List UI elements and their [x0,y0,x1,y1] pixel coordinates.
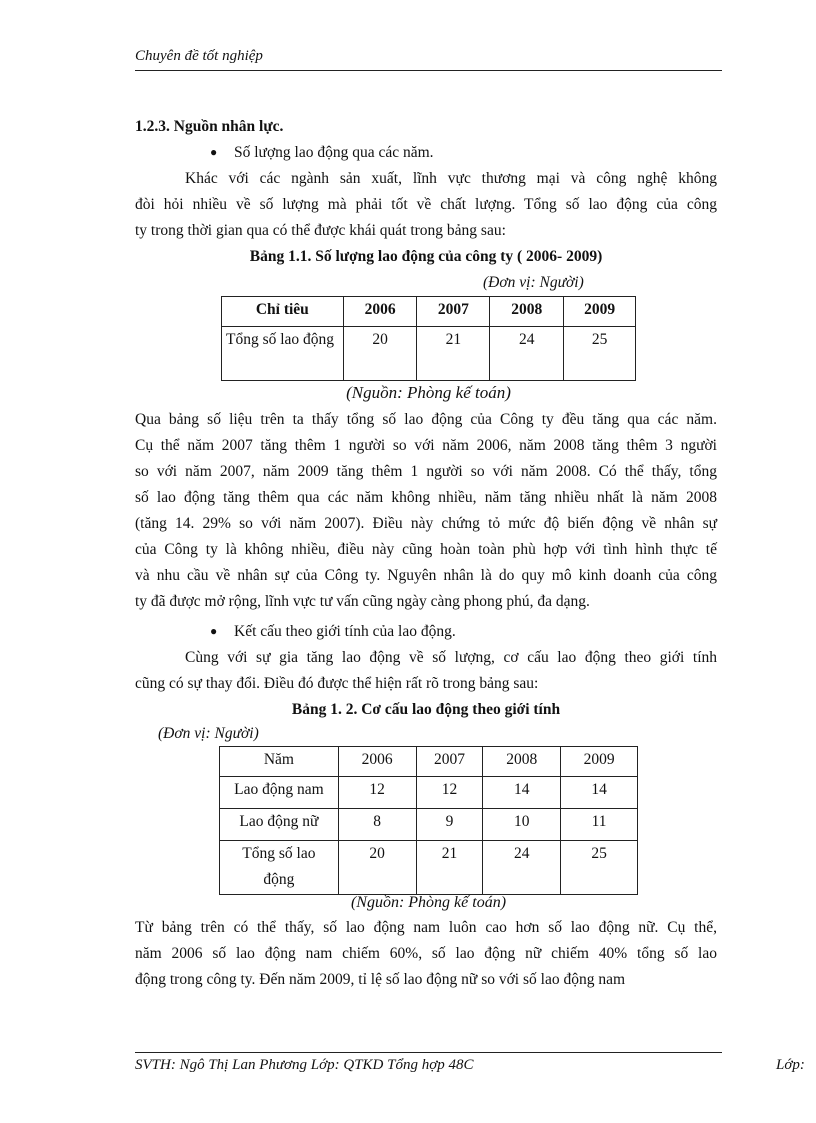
para4-line: năm 2006 số lao động nam chiếm 60%, số lao động nữ chiếm 40% tổng số lao [135,945,717,962]
table2-row-label: Tổng số lao động [220,841,339,895]
bullet-icon: ● [210,624,218,638]
table2-cell: 25 [561,841,638,895]
table2-row-label: Lao động nam [220,777,339,809]
footer-author: SVTH: Ngô Thị Lan Phương Lớp: QTKD Tổng hợp 48C [135,1057,474,1073]
para4-line: động trong công ty. Đến năm 2009, tỉ lệ số lao động nữ so với số lao động nam [135,971,626,988]
table1-cell: 25 [564,327,636,381]
table-row [220,777,638,809]
table1-header-cell: 2007 [417,297,490,327]
table2-cell: 14 [483,777,561,809]
table1-header-cell: 2006 [343,297,417,327]
table2-cell: 14 [561,777,638,809]
table2 [219,746,638,895]
table2-header-cell: Năm [220,747,339,777]
table1-cell: 24 [490,327,564,381]
table2-cell: 24 [483,841,561,895]
table1-source: (Nguồn: Phòng kế toán) [346,383,511,402]
table1 [221,296,636,381]
table-row [220,809,638,841]
table2-cell: 12 [338,777,416,809]
para2-line: của Công ty là không nhiều, điều này cũng hoàn toàn phù hợp với tình hình thực tế [135,541,717,558]
bullet-item-2: Kết cấu theo giới tính của lao động. [234,623,456,640]
table2-header-cell: 2009 [561,747,638,777]
table2-cell: 20 [338,841,416,895]
table2-cell: 11 [561,809,638,841]
table2-unit: (Đơn vị: Người) [158,725,259,742]
para1-line-3: ty trong thời gian qua có thể được khái quát trong bảng sau: [135,222,506,239]
table2-source: (Nguồn: Phòng kế toán) [350,894,507,911]
table-row [220,841,638,895]
para4-line: Từ bảng trên có thể thấy, số lao động nam luôn cao hơn số lao động nữ. Cụ thể, [135,919,717,936]
table2-caption: Bảng 1. 2. Cơ cấu lao động theo giới tính [291,701,561,718]
para2-line: so với năm 2007, năm 2009 tăng thêm 1 người so với năm 2008. Có thể thấy, tổng [135,463,717,480]
para1-line-2: đòi hỏi nhiều về số lượng mà phải tốt về chất lượng. Tổng số lao động của công [135,196,717,213]
page-header-title: Chuyên đề tốt nghiệp [135,48,263,64]
table2-cell: 8 [338,809,416,841]
para2-line: và nhu cầu về nhân sự của Công ty. Nguyên nhân là do quy mô kinh doanh của công [135,567,717,584]
table1-unit: (Đơn vị: Người) [483,274,584,291]
table1-row-label: Tổng số lao động [222,327,344,381]
table2-cell: 9 [416,809,483,841]
para3-line-1: Cùng với sự gia tăng lao động về số lượng, cơ cấu lao động theo giới tính [185,649,717,666]
table1-cell: 20 [343,327,417,381]
footer-class-label: Lớp: [776,1057,805,1073]
table1-header-cell: 2009 [564,297,636,327]
table1-cell: 21 [417,327,490,381]
footer-divider [135,1052,722,1053]
table2-row-label: Lao động nữ [220,809,339,841]
para2-line: (tăng 14. 29% so với năm 2007). Điều này chứng tỏ mức độ biến động về nhân sự [135,515,717,532]
para3-line-2: cũng có sự thay đổi. Điều đó được thể hiện rất rõ trong bảng sau: [135,675,539,692]
para2-line: Qua bảng số liệu trên ta thấy tổng số lao động của Công ty đều tăng qua các năm. [135,411,717,428]
para4 [135,915,717,993]
table2-header-cell: 2006 [338,747,416,777]
section-heading: 1.2.3. Nguồn nhân lực. [135,118,284,135]
table2-header-cell: 2007 [416,747,483,777]
para2-line: ty đã được mở rộng, lĩnh vực tư vấn cũng ngày càng phong phú, đa dạng. [135,593,590,610]
table1-caption: Bảng 1.1. Số lượng lao động của công ty ( 2006- 2009) [249,248,603,265]
table2-cell: 12 [416,777,483,809]
bullet-item-1: Số lượng lao động qua các năm. [234,144,434,161]
table2-header-cell: 2008 [483,747,561,777]
table1-header-cell: 2008 [490,297,564,327]
table2-cell: 10 [483,809,561,841]
table2-cell: 21 [416,841,483,895]
para2-line: số lao động tăng thêm qua các năm không nhiều, năm tăng nhiều nhất là năm 2008 [135,489,717,506]
header-divider [135,70,722,71]
table1-header-cell: Chỉ tiêu [222,297,344,327]
para1-line-1: Khác với các ngành sản xuất, lĩnh vực thương mại và công nghệ không [185,170,717,187]
bullet-icon: ● [210,145,218,159]
para2-line: Cụ thể năm 2007 tăng thêm 1 người so với năm 2006, năm 2008 tăng thêm 3 người [135,437,717,454]
para2 [135,407,717,615]
